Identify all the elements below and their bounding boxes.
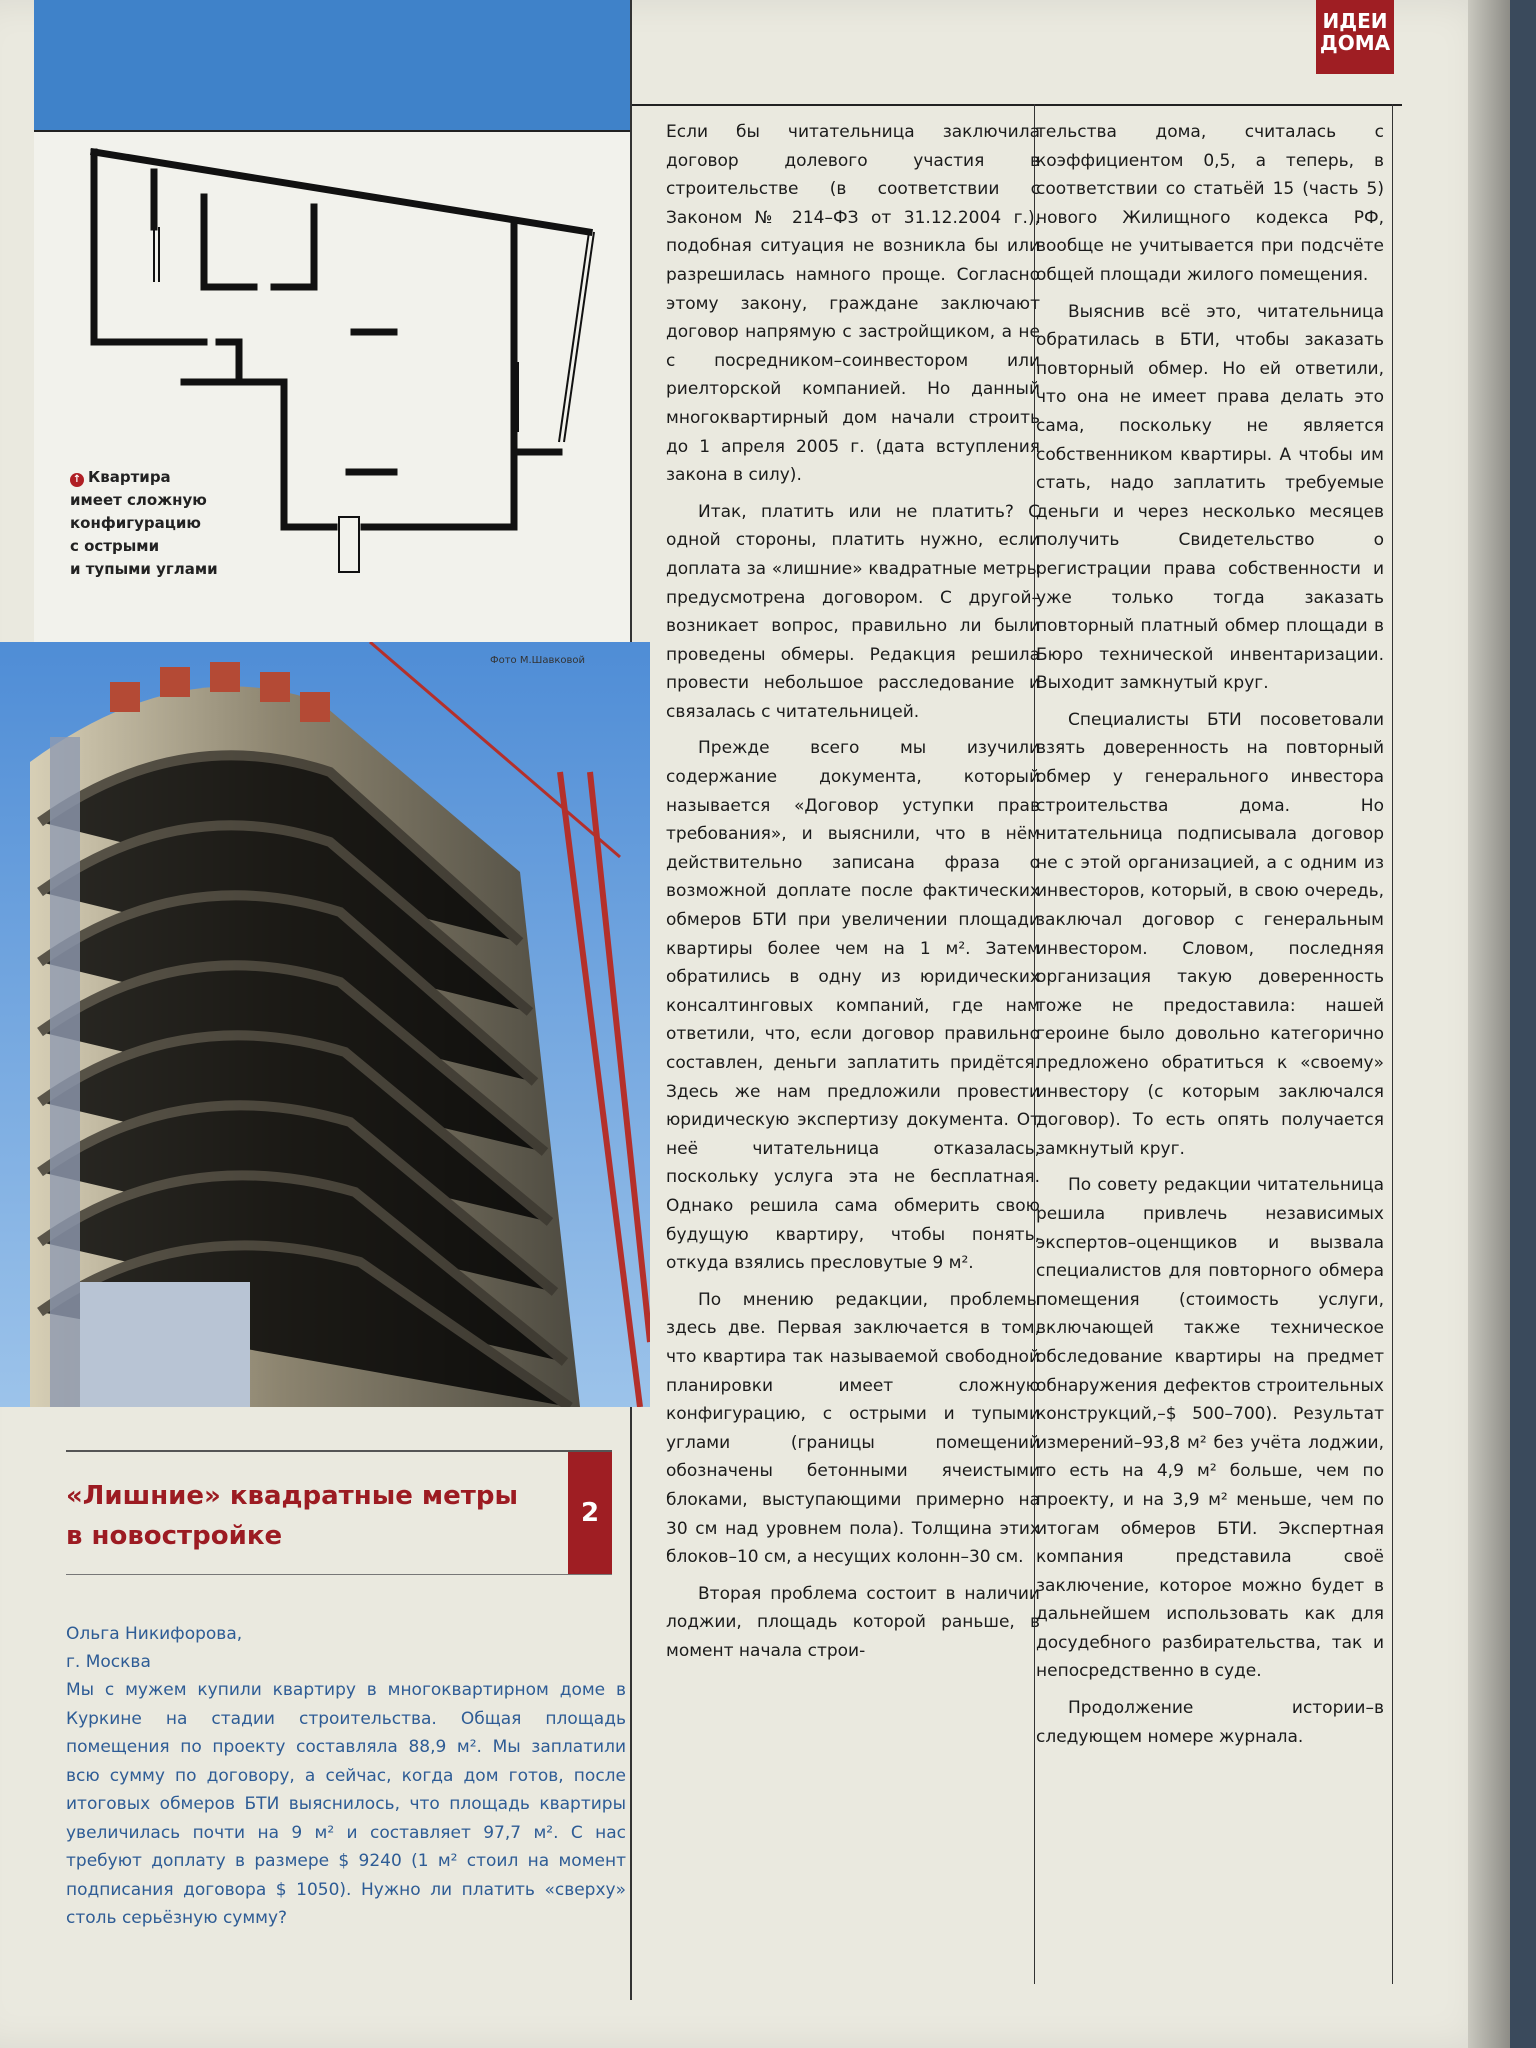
caption-line-4: с острыми <box>70 537 160 555</box>
author-name: Ольга Никифорова, <box>66 1624 243 1644</box>
logo-line-2: ДОМА <box>1319 31 1391 55</box>
caption-line-3: конфигурацию <box>70 514 201 532</box>
caption-line-5: и тупыми углами <box>70 560 218 578</box>
article-column-2 <box>666 118 1040 1665</box>
photo-credit: Фото М.Шавковой <box>490 655 586 666</box>
paragraph: По совету редакции читательница решила привлечь независимых экспертов–оценщиков и вызвала специалистов для повторного обмера помещения (стоимость услуги, включающей также техническое обследование квартиры на предмет обнаружения дефектов строительных конструкций,–$ 500–700). Результат измерений–93,8 м² без учёта лоджии, то есть на 4,9 м² больше, чем по проекту, и на 3,9 м² меньше, чем по итогам обмеров БТИ. Экспертная компания представила своё заключение, которое можно будет в дальнейшем использовать как для досудебного разбирательства, так и непосредственно в суде. <box>1036 1175 1384 1682</box>
magazine-logo <box>1316 0 1394 74</box>
paragraph: Специалисты БТИ посоветовали взять доверенность на повторный обмер у генерального инвестора строительства дома. Но читательница подписывала договор не с этой организацией, а с одним из инвесторов, который, в свою очередь, заключал договор с генеральным инвестором. Словом, последняя организация такую доверенность тоже не предоставила: нашей героине было довольно категорично предложено обратиться к «своему» инвестору (с которым заключался договор). То есть опять получается замкнутый круг. <box>1036 709 1384 1159</box>
building-under-construction-image <box>0 642 650 1407</box>
caption-line <box>70 466 260 489</box>
article-number-badge: 2 <box>568 1452 612 1574</box>
letter-city: г. Москва <box>66 1652 151 1672</box>
article-title-line-1: «Лишние» квадратные метры <box>66 1481 518 1511</box>
caption-line-1: Квартира <box>88 468 171 486</box>
page-edge-shadow <box>1468 0 1510 2048</box>
article-title <box>66 1476 536 1556</box>
reader-letter: Мы с мужем купили квартиру в многоквартирном доме в Куркине на стадии строительства. Общая площадь помещения по проекту составляла 88,9 м². Мы заплатили всю сумму по договору, а сейчас, когда дом готов, после итоговых обмеров БТИ выяснилось, что площадь квартиры увеличилась почти на 9 м² и составляет 97,7 м². С нас требуют доплату в размере $ 9240 (1 м² стоил на момент подписания договора $ 1050). Нужно ли платить «сверху» столь серьёзную сумму? <box>66 1680 626 1928</box>
header-rule <box>630 104 1402 106</box>
arrow-up-icon: ↑ <box>70 473 84 487</box>
header-blue-band <box>34 0 630 130</box>
paragraph: По мнению редакции, проблемы здесь две. Первая заключается в том, что квартира так называемой свободной планировки имеет сложную конфигурацию, с острыми и тупыми углами (границы помещений обозначены бетонными ячеистыми блоками, выступающими примерно на 30 см над уровнем пола). Толщина этих блоков–10 см, а несущих колонн–30 см. <box>666 1289 1040 1568</box>
article-column-3 <box>1036 118 1384 1751</box>
article-heading-box <box>66 1450 612 1575</box>
column-divider-3 <box>1392 104 1393 1984</box>
paragraph: Если бы читательница заключила договор долевого участия в строительстве (в соответствии с Законом № 214–ФЗ от 31.12.2004 г.), подобная ситуация не возникла бы или разрешилась намного проще. Согласно этому закону, граждане заключают договор напрямую с застройщиком, а не с посредником–соинвестором или риелторской компанией. Но данный многоквартирный дом начали строить до 1 апреля 2005 г. (дата вступления закона в силу). <box>666 122 1040 486</box>
logo-line-1: ИДЕИ <box>1322 9 1388 33</box>
paragraph: Выяснив всё это, читательница обратилась в БТИ, чтобы заказать повторный обмер. Но ей ответили, что она не имеет права делать это сама, поскольку не является собственником квартиры. А чтобы им стать, надо заплатить требуемые деньги и через несколько месяцев получить Свидетельство о регистрации права собственности и уже только тогда заказать повторный платный обмер площади в Бюро технической инвентаризации. Выходит замкнутый круг. <box>1036 301 1384 694</box>
paragraph: Продолжение истории–в следующем номере журнала. <box>1036 1698 1384 1747</box>
letter-author <box>66 1620 242 1648</box>
paragraph: Прежде всего мы изучили содержание документа, который называется «Договор уступки прав требования», и выяснили, что в нём действительно записана фраза о возможной доплате после фактических обмеров БТИ при увеличении площади квартиры более чем на 1 м². Затем обратились в одну из юридических консалтинговых компаний, где нам ответили, что, если договор правильно составлен, деньги заплатить придётся. Здесь же нам предложили провести юридическую экспертизу документа. От неё читательница отказалась, поскольку услуга эта не бесплатная. Однако решила сама обмерить свою будущую квартиру, чтобы понять, откуда взялись пресловутые 9 м². <box>666 738 1040 1274</box>
article-title-line-2: в новостройке <box>66 1521 283 1551</box>
paragraph: тельства дома, считалась с коэффициентом 0,5, а теперь, в соответствии со статьёй 15 (часть 5) нового Жилищного кодекса РФ, вообще не учитывается при подсчёте общей площади жилого помещения. <box>1036 122 1384 285</box>
floor-plan-caption <box>70 466 260 581</box>
caption-line-2: имеет сложную <box>70 491 207 509</box>
paragraph: Вторая проблема состоит в наличии лоджии, площадь которой раньше, в момент начала строи- <box>666 1583 1040 1661</box>
paragraph: Итак, платить или не платить? С одной стороны, платить нужно, если доплата за «лишние» квадратные метры предусмотрена договором. С другой–возникает вопрос, правильно ли были проведены обмеры. Редакция решила провести небольшое расследование и связалась с читательницей. <box>666 501 1040 722</box>
building-photo <box>0 642 650 1407</box>
